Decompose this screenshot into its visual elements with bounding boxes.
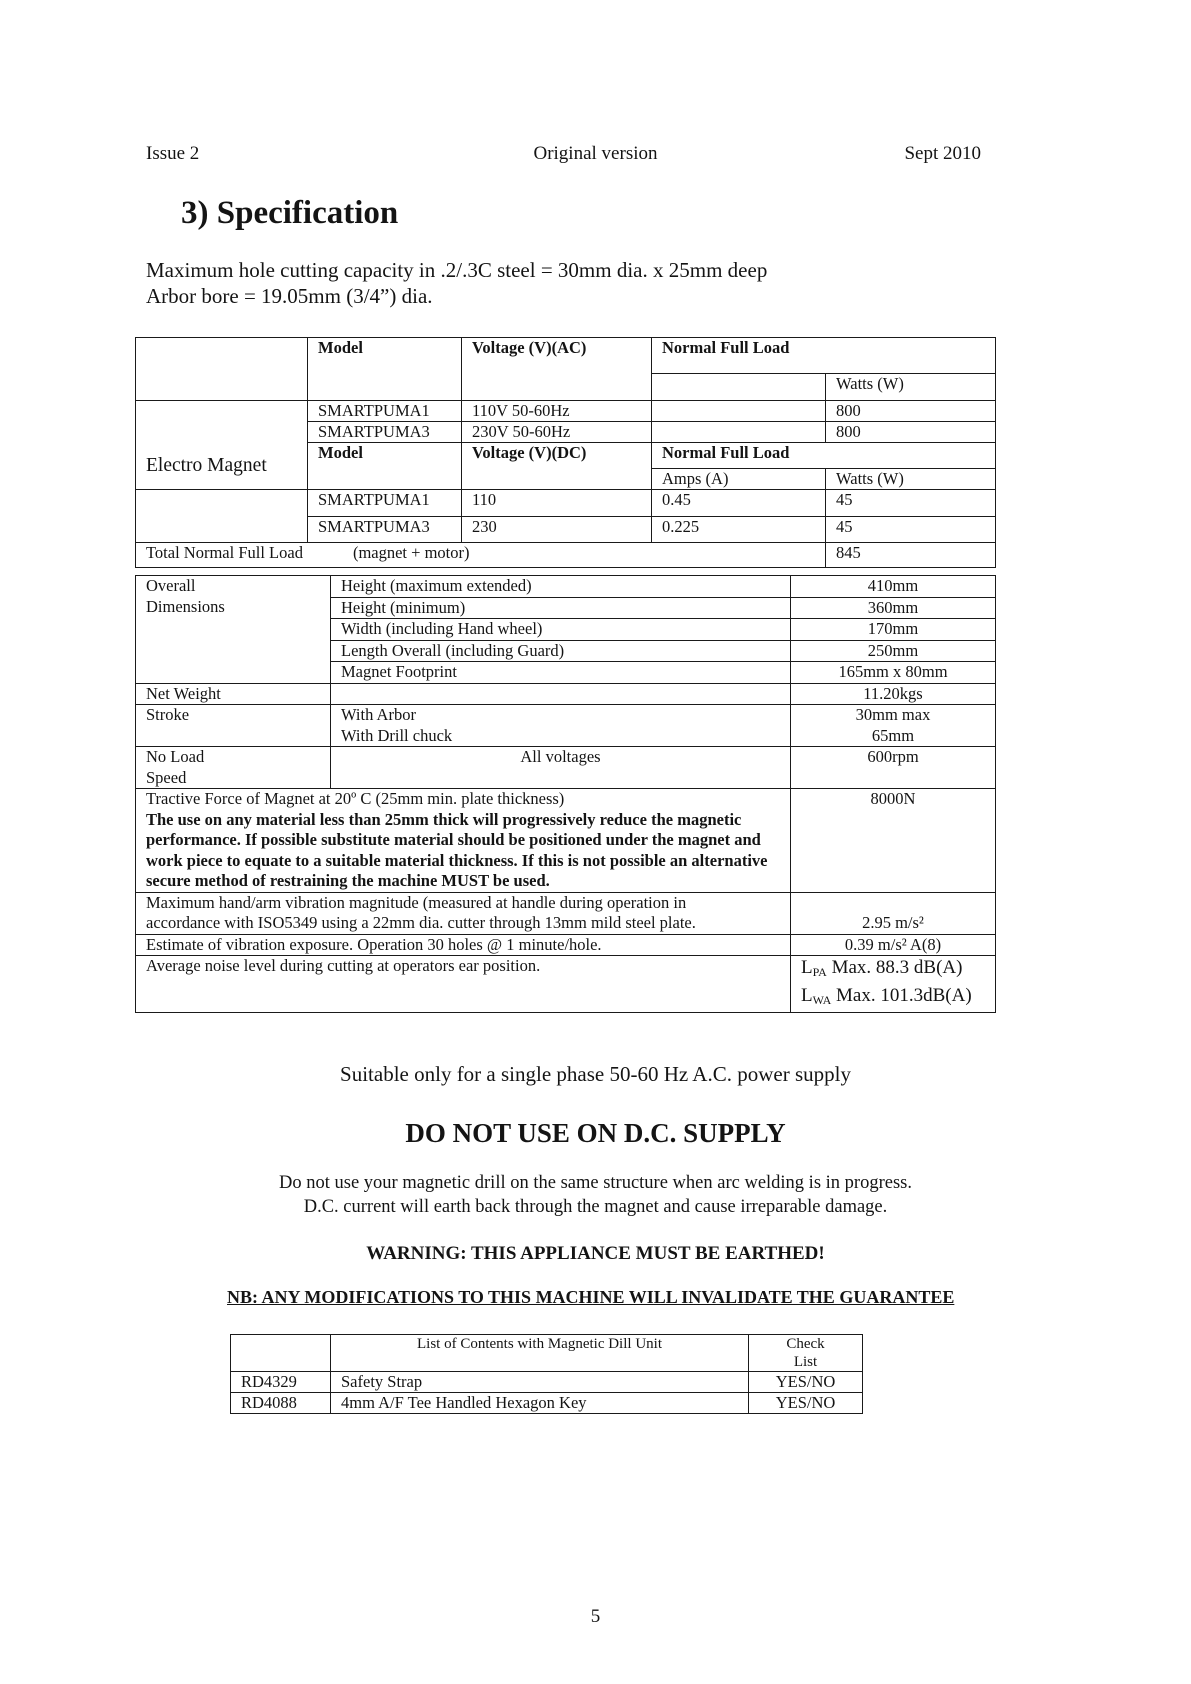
noise-lpa-subscript: PA bbox=[812, 965, 827, 979]
check-header-line2: List bbox=[793, 1354, 818, 1370]
dimension-value: 250mm bbox=[791, 640, 996, 662]
vibration-cell bbox=[136, 892, 791, 934]
col-header-amps: Amps (A) bbox=[652, 469, 826, 490]
noise-values bbox=[791, 956, 996, 1013]
table-row bbox=[136, 640, 996, 662]
no-load-speed-label bbox=[136, 747, 331, 789]
table-row bbox=[136, 543, 996, 568]
stroke-arbor-value: 30mm max bbox=[791, 705, 996, 726]
dimension-label: Magnet Footprint bbox=[331, 662, 791, 684]
dc-model: SMARTPUMA1 bbox=[308, 490, 462, 517]
noise-lwa-value: Max. 101.3dB(A) bbox=[836, 985, 972, 1006]
stroke-label: Stroke bbox=[136, 705, 331, 726]
stroke-arbor: With Arbor bbox=[331, 705, 791, 726]
table-row bbox=[136, 490, 996, 517]
no-load-label: No Load bbox=[146, 747, 205, 766]
dc-supply-warning: DO NOT USE ON D.C. SUPPLY bbox=[405, 1118, 786, 1148]
table-cell bbox=[136, 662, 331, 684]
table-row bbox=[136, 892, 996, 934]
col-header-watts: Watts (W) bbox=[826, 374, 996, 401]
ac-model: SMARTPUMA1 bbox=[308, 401, 462, 422]
dc-watts: 45 bbox=[826, 517, 996, 543]
table-cell bbox=[136, 640, 331, 662]
vibration-value: 2.95 m/s² bbox=[791, 892, 996, 934]
table-row bbox=[136, 747, 996, 789]
noise-lpa-value: Max. 88.3 dB(A) bbox=[831, 957, 963, 978]
overall-label: Overall bbox=[136, 576, 331, 598]
dc-watts: 45 bbox=[826, 490, 996, 517]
check-list-header bbox=[749, 1335, 863, 1372]
col-header-load: Normal Full Load bbox=[652, 338, 996, 374]
item-description: Safety Strap bbox=[331, 1372, 749, 1393]
table-row bbox=[136, 956, 996, 1013]
arc-welding-note-line2: D.C. current will earth back through the magnet and cause irreparable damage. bbox=[303, 1197, 888, 1217]
dc-amps: 0.225 bbox=[652, 517, 826, 543]
table-row bbox=[231, 1393, 863, 1414]
table-row bbox=[136, 619, 996, 641]
earthing-warning: WARNING: THIS APPLIANCE MUST BE EARTHED! bbox=[366, 1243, 825, 1264]
vibration-label-line1: Maximum hand/arm vibration magnitude (measured at handle during operation in bbox=[146, 892, 687, 912]
noise-lpa-symbol: L bbox=[801, 957, 813, 978]
col-header-model: Model bbox=[308, 338, 462, 401]
item-description: 4mm A/F Tee Handled Hexagon Key bbox=[331, 1393, 749, 1414]
header-date: Sept 2010 bbox=[904, 143, 981, 164]
stroke-chuck-value: 65mm bbox=[791, 726, 996, 747]
table-cell bbox=[231, 1335, 331, 1372]
noise-lpa bbox=[801, 956, 985, 984]
table-row bbox=[136, 338, 996, 374]
dimension-label: Length Overall (including Guard) bbox=[331, 640, 791, 662]
power-supply-note: Suitable only for a single phase 50-60 Hz A.C. power supply bbox=[340, 1062, 851, 1086]
noise-lwa-subscript: WA bbox=[812, 993, 832, 1007]
contents-table bbox=[230, 1334, 863, 1414]
dc-voltage: 110 bbox=[462, 490, 652, 517]
table-cell bbox=[136, 374, 308, 401]
intro-arbor-bore: Arbor bore = 19.05mm (3/4”) dia. bbox=[146, 284, 433, 308]
dimensions-label: Dimensions bbox=[136, 597, 331, 619]
table-row bbox=[136, 683, 996, 705]
table-cell bbox=[136, 490, 308, 517]
table-cell bbox=[136, 422, 308, 443]
dc-amps: 0.45 bbox=[652, 490, 826, 517]
col-header-watts-dc: Watts (W) bbox=[826, 469, 996, 490]
vibration-label-line2: accordance with ISO5349 using a 22mm dia. cutter through 13mm mild steel plate. bbox=[146, 913, 696, 932]
net-weight-label: Net Weight bbox=[136, 683, 331, 705]
item-code: RD4329 bbox=[231, 1372, 331, 1393]
dimension-value: 170mm bbox=[791, 619, 996, 641]
noise-label: Average noise level during cutting at operators ear position. bbox=[136, 956, 791, 1013]
col-header-voltage-dc: Voltage (V)(DC) bbox=[462, 443, 652, 490]
speed-label: Speed bbox=[146, 767, 187, 787]
check-header-line1: Check bbox=[786, 1336, 825, 1352]
table-row bbox=[136, 401, 996, 422]
net-weight-value: 11.20kgs bbox=[791, 683, 996, 705]
specification-table bbox=[135, 575, 996, 1013]
ac-voltage: 110V 50-60Hz bbox=[462, 401, 652, 422]
item-check: YES/NO bbox=[749, 1393, 863, 1414]
table-cell bbox=[136, 726, 331, 747]
ac-model: SMARTPUMA3 bbox=[308, 422, 462, 443]
item-check: YES/NO bbox=[749, 1372, 863, 1393]
stroke-chuck: With Drill chuck bbox=[331, 726, 791, 747]
dimension-label: Width (including Hand wheel) bbox=[331, 619, 791, 641]
dimension-value: 360mm bbox=[791, 597, 996, 619]
total-load-value: 845 bbox=[826, 543, 996, 568]
table-cell bbox=[652, 401, 826, 422]
tractive-force-label: Tractive Force of Magnet at 20º C (25mm min. plate thickness) bbox=[146, 789, 565, 808]
table-cell bbox=[136, 401, 308, 422]
dc-voltage: 230 bbox=[462, 517, 652, 543]
intro-capacity: Maximum hole cutting capacity in .2/.3C steel = 30mm dia. x 25mm deep bbox=[146, 258, 768, 282]
total-load-note: (magnet + motor) bbox=[352, 543, 470, 562]
table-row bbox=[136, 789, 996, 893]
page-number: 5 bbox=[590, 1606, 601, 1627]
tractive-force-value: 8000N bbox=[791, 789, 996, 893]
guarantee-note: NB: ANY MODIFICATIONS TO THIS MACHINE WILL INVALIDATE THE GUARANTEE bbox=[227, 1287, 955, 1307]
dc-model: SMARTPUMA3 bbox=[308, 517, 462, 543]
table-row bbox=[231, 1372, 863, 1393]
dimension-value: 165mm x 80mm bbox=[791, 662, 996, 684]
table-cell bbox=[652, 422, 826, 443]
table-cell bbox=[652, 374, 826, 401]
ac-watts: 800 bbox=[826, 401, 996, 422]
table-row bbox=[136, 662, 996, 684]
exposure-value: 0.39 m/s² A(8) bbox=[791, 934, 996, 956]
electro-magnet-label: Electro Magnet bbox=[136, 443, 308, 490]
table-row bbox=[136, 517, 996, 543]
header-issue: Issue 2 bbox=[146, 143, 200, 164]
table-cell bbox=[136, 517, 308, 543]
table-cell bbox=[136, 619, 331, 641]
item-code: RD4088 bbox=[231, 1393, 331, 1414]
no-load-speed-value: 600rpm bbox=[791, 747, 996, 789]
table-row bbox=[136, 597, 996, 619]
tractive-warning: The use on any material less than 25mm thick will progressively reduce the magnetic performance. If possible substitute material should be positioned under the magnet and work piece to equate to a suitable material thickness. If this is not possible an alternative secure method of restraining the machine MUST be used. bbox=[146, 809, 768, 890]
table-row bbox=[136, 443, 996, 469]
header-version: Original version bbox=[533, 143, 658, 164]
noise-lwa-symbol: L bbox=[801, 985, 813, 1006]
table-row bbox=[136, 576, 996, 598]
dimension-label: Height (maximum extended) bbox=[331, 576, 791, 598]
table-row bbox=[136, 422, 996, 443]
section-title: 3) Specification bbox=[181, 195, 399, 231]
table-cell bbox=[331, 683, 791, 705]
total-load-cell bbox=[136, 543, 826, 568]
tractive-force-cell bbox=[136, 789, 791, 893]
no-load-voltages: All voltages bbox=[331, 747, 791, 789]
table-cell bbox=[136, 338, 308, 374]
table-row bbox=[231, 1335, 863, 1372]
exposure-label: Estimate of vibration exposure. Operation 30 holes @ 1 minute/hole. bbox=[136, 934, 791, 956]
arc-welding-note-line1: Do not use your magnetic drill on the same structure when arc welding is in progress. bbox=[279, 1173, 912, 1193]
contents-header: List of Contents with Magnetic Dill Unit bbox=[331, 1335, 749, 1372]
dimension-value: 410mm bbox=[791, 576, 996, 598]
table-row bbox=[136, 705, 996, 726]
table-row bbox=[136, 726, 996, 747]
table-row bbox=[136, 934, 996, 956]
electro-magnet-table bbox=[135, 337, 996, 568]
dimension-label: Height (minimum) bbox=[331, 597, 791, 619]
total-load-label: Total Normal Full Load bbox=[146, 543, 303, 562]
ac-voltage: 230V 50-60Hz bbox=[462, 422, 652, 443]
col-header-voltage-ac: Voltage (V)(AC) bbox=[462, 338, 652, 401]
ac-watts: 800 bbox=[826, 422, 996, 443]
col-header-load-dc: Normal Full Load bbox=[652, 443, 996, 469]
noise-lwa bbox=[801, 984, 985, 1012]
col-header-model-dc: Model bbox=[308, 443, 462, 490]
